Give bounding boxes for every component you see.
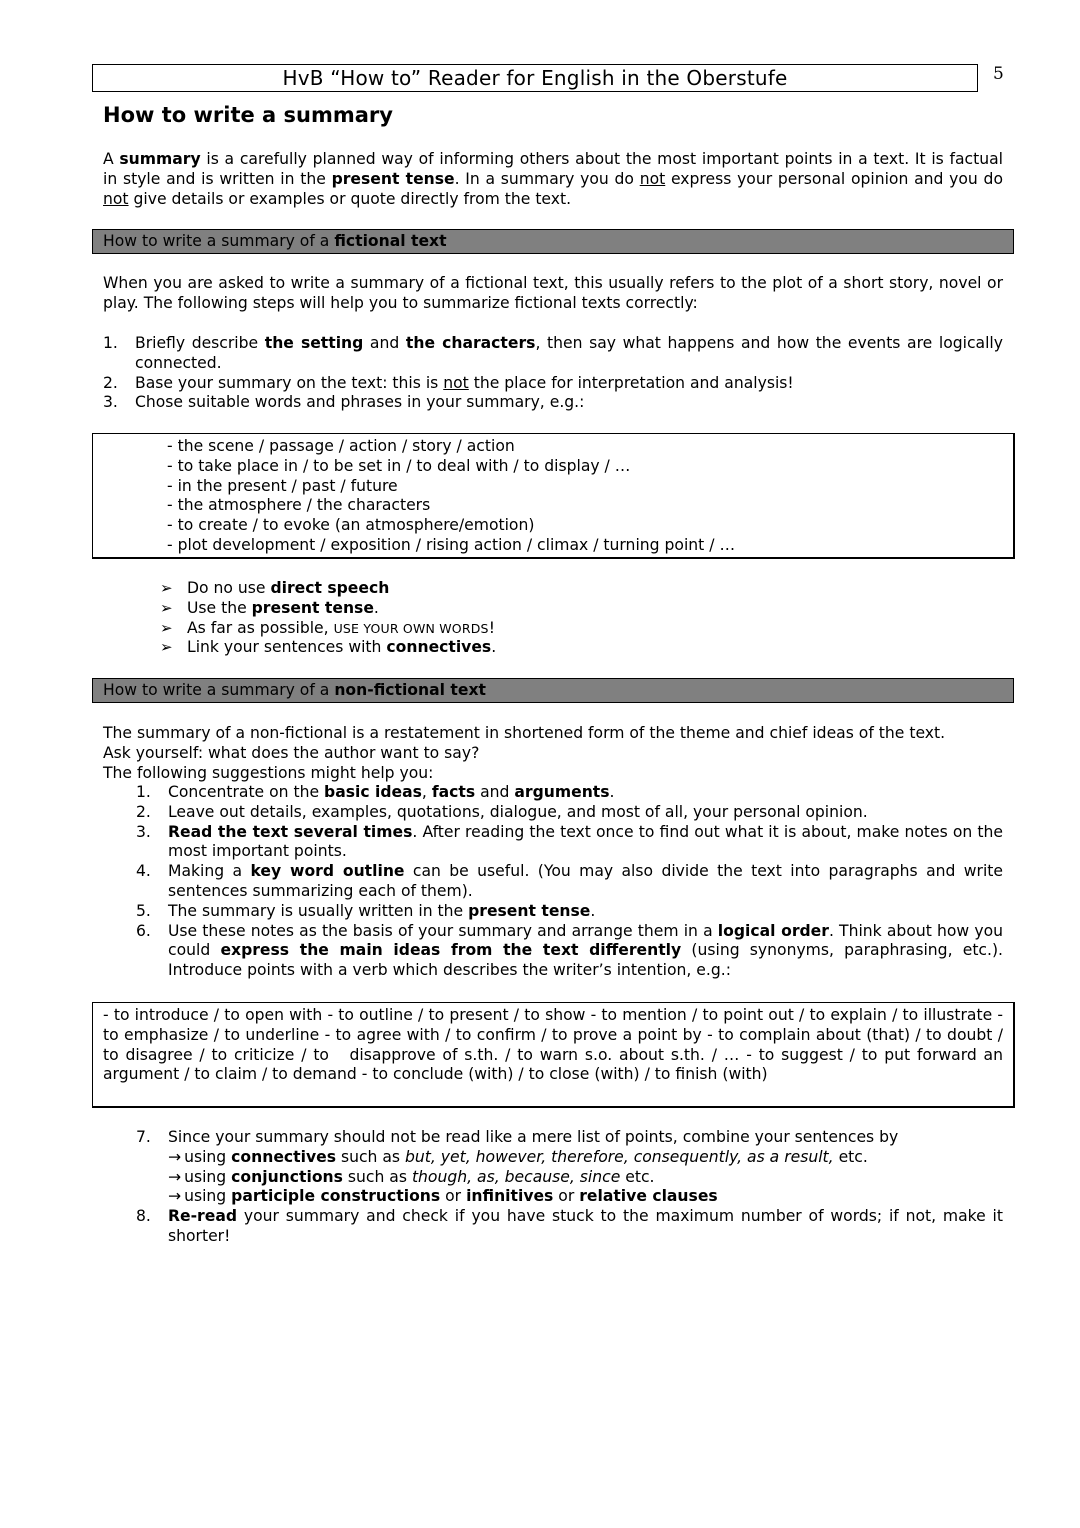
text: etc.	[620, 1167, 655, 1186]
phrase-list	[167, 437, 1013, 556]
tip-item	[160, 599, 496, 619]
text: .	[491, 638, 497, 657]
text: give details or examples or quote directly from the text.	[128, 189, 572, 208]
bold-term: the setting	[264, 334, 364, 352]
text: Do no use	[187, 579, 271, 597]
fictional-steps	[103, 334, 1003, 413]
text: Since your summary should not be read like a mere list of points, combine your sentences by	[168, 1128, 899, 1146]
nonfictional-steps	[136, 783, 1004, 981]
phrase-item: - to create / to evoke (an atmosphere/emotion)	[167, 516, 535, 535]
list-number: 3.	[136, 822, 151, 841]
phrase-item: - the scene / passage / action / story / action	[167, 437, 515, 455]
text: . Think about how you could	[168, 921, 1003, 960]
text: express your personal opinion and you do	[665, 169, 1003, 188]
list-number: 2.	[136, 802, 151, 821]
sub-point	[168, 1168, 1003, 1188]
text: .	[590, 901, 596, 920]
fictional-intro: When you are asked to write a summary of a fictional text, this usually refers to the plot of a short story, novel or play. The following steps will help you to summarize fictional texts correctly:	[103, 274, 1003, 312]
text: etc.	[833, 1147, 868, 1166]
phrase-item: - plot development / exposition / rising action / climax / turning point / …	[167, 535, 736, 554]
bold-term: direct speech	[270, 579, 390, 597]
bold-term: present tense	[468, 901, 591, 920]
intro-line: The summary of a non-fictional is a restatement in shortened form of the theme and chief ideas of the text.	[103, 724, 946, 742]
text: (using synonyms, paraphrasing, etc.). Introduce points with a verb which describes the writer’s intention, e.g.:	[168, 941, 1004, 980]
header-title: HvB “How to” Reader for English in the Oberstufe	[282, 66, 788, 90]
tip-item	[160, 638, 496, 658]
intro-line: The following suggestions might help you:	[103, 763, 434, 782]
list-item	[136, 1128, 1003, 1207]
phrase-item: - in the present / past / future	[167, 476, 398, 495]
bold-term-present-tense: present tense	[331, 169, 455, 188]
bold-term: connectives	[386, 638, 492, 657]
list-item	[103, 334, 1003, 374]
document-header	[92, 64, 978, 92]
bold-term: relative clauses	[579, 1187, 718, 1206]
page-number: 5	[993, 64, 1004, 84]
arrowhead-bullet-icon: ➢	[160, 579, 173, 597]
underlined-not: not	[103, 189, 129, 208]
bold-term: the characters	[405, 334, 536, 352]
bold-term: conjunctions	[231, 1167, 343, 1186]
list-number: 4.	[136, 862, 151, 881]
text: the place for interpretation and analysis!	[468, 373, 794, 392]
bold-term-summary: summary	[119, 150, 201, 168]
text: .	[373, 598, 379, 617]
list-item	[136, 802, 1003, 823]
list-item	[136, 783, 1003, 803]
intro-paragraph	[103, 150, 1003, 209]
text: Use the	[187, 598, 252, 617]
sub-point	[168, 1187, 1003, 1207]
text: or	[553, 1187, 580, 1206]
section-heading-fictional	[92, 229, 1014, 254]
bold-term: logical order	[717, 921, 829, 940]
text: . After reading the text once to find out what it is about, make notes on the most important points.	[168, 822, 1003, 861]
arrowhead-bullet-icon: ➢	[160, 638, 173, 657]
tips-list	[160, 579, 496, 658]
text: !	[488, 618, 495, 637]
list-item	[136, 921, 1004, 981]
text: your summary and check if you have stuck to the maximum number of words; if not, make it shorter!	[168, 1207, 1003, 1245]
text: or	[440, 1187, 467, 1206]
nonfictional-intro	[103, 724, 1003, 783]
text: .	[609, 783, 615, 801]
bold-term: facts	[431, 783, 476, 801]
text: and	[363, 334, 406, 352]
text: is a carefully planned way of informing others about the most important points in a text. It is factual in style and is written in the	[103, 150, 1003, 188]
right-arrow-icon: →	[168, 1147, 182, 1166]
section-heading-nonfictional	[92, 678, 1014, 703]
text: using	[184, 1167, 232, 1186]
text: such as	[335, 1147, 405, 1166]
text: Base your summary on the text: this is	[135, 373, 444, 392]
text: A	[103, 150, 120, 168]
text: , then say what happens and how the events are logically connected.	[135, 334, 1003, 372]
list-item	[136, 1207, 1003, 1247]
list-item	[103, 393, 1003, 413]
section-heading-text: How to write a summary of a	[103, 232, 335, 250]
text: Briefly describe	[135, 334, 265, 352]
bold-term: arguments	[514, 783, 610, 801]
text: As far as possible,	[187, 618, 334, 637]
bold-term: connectives	[231, 1147, 336, 1166]
text: Leave out details, examples, quotations, dialogue, and most of all, your personal opinion.	[168, 802, 868, 821]
underlined-not: not	[639, 169, 666, 188]
list-item	[136, 862, 1003, 902]
bold-term: infinitives	[466, 1187, 554, 1206]
verbs-box	[92, 1002, 1015, 1108]
text: and	[475, 783, 515, 801]
section-heading-bold: non-fictional text	[334, 681, 486, 699]
list-number: 6.	[136, 921, 151, 940]
text: Making a	[168, 862, 251, 881]
text: using	[184, 1147, 232, 1166]
text: Concentrate on the	[168, 783, 325, 801]
list-number: 1.	[136, 783, 151, 801]
bold-term: basic ideas	[324, 783, 422, 801]
text: using	[184, 1187, 232, 1206]
nonfictional-steps-continued	[136, 1128, 1003, 1247]
list-number: 3.	[103, 393, 118, 412]
text: Chose suitable words and phrases in your summary, e.g.:	[135, 393, 585, 412]
text: ,	[421, 783, 432, 801]
bold-term: Re-read	[168, 1207, 238, 1226]
underlined-not: not	[443, 373, 469, 392]
list-number: 8.	[136, 1207, 151, 1226]
list-item	[136, 822, 1003, 863]
list-number: 1.	[103, 334, 118, 352]
sub-point	[168, 1148, 1003, 1168]
right-arrow-icon: →	[168, 1187, 182, 1206]
phrase-item: - the atmosphere / the characters	[167, 496, 431, 515]
list-number: 7.	[136, 1128, 151, 1146]
text: The summary is usually written in the	[168, 901, 469, 920]
phrase-item: - to take place in / to be set in / to deal with / to display / …	[167, 456, 631, 475]
tip-item	[160, 579, 496, 599]
bold-term: Read the text several times	[168, 822, 413, 841]
small-caps-text: USE YOUR OWN WORDS	[333, 620, 489, 636]
text: . In a summary you do	[454, 169, 640, 188]
arrowhead-bullet-icon: ➢	[160, 598, 173, 617]
list-item	[103, 373, 1003, 394]
italic-examples: but, yet, however, therefore, consequently, as a result,	[405, 1147, 834, 1166]
bold-term: key word outline	[250, 862, 405, 881]
text: can be useful. (You may also divide the text into paragraphs and write sentences summarizing each of them).	[168, 862, 1003, 900]
list-number: 2.	[103, 373, 118, 392]
right-arrow-icon: →	[168, 1167, 182, 1186]
text: Link your sentences with	[187, 638, 387, 657]
text: Use these notes as the basis of your summary and arrange them in a	[168, 921, 718, 940]
bold-term: participle constructions	[231, 1187, 441, 1206]
list-item	[136, 901, 1003, 922]
section-heading-bold: fictional text	[334, 232, 447, 250]
arrowhead-bullet-icon: ➢	[160, 618, 173, 637]
italic-examples: though, as, because, since	[411, 1167, 621, 1186]
section-heading-text: How to write a summary of a	[103, 681, 335, 699]
bold-term: present tense	[251, 598, 374, 617]
page-title: How to write a summary	[103, 103, 393, 127]
intro-line: Ask yourself: what does the author want to say?	[103, 743, 480, 762]
verbs-text: - to introduce / to open with - to outline / to present / to show - to mention / to point out / to explain / to illustrate - to emphasize / to underline - to agree with / to confirm / to prove a point by - to complain about (that) / to doubt / to disagree / to criticize / to disapprove of s.th. / to warn s.o. about s.th. / … - to suggest / to put forward an argument / to claim / to demand - to conclude (with) / to close (with) / to finish (with)	[103, 1006, 1003, 1084]
tip-item	[160, 619, 496, 639]
bold-term: express the main ideas from the text differently	[220, 941, 682, 960]
text: such as	[342, 1167, 412, 1186]
list-number: 5.	[136, 901, 151, 920]
phrases-box	[92, 433, 1015, 559]
